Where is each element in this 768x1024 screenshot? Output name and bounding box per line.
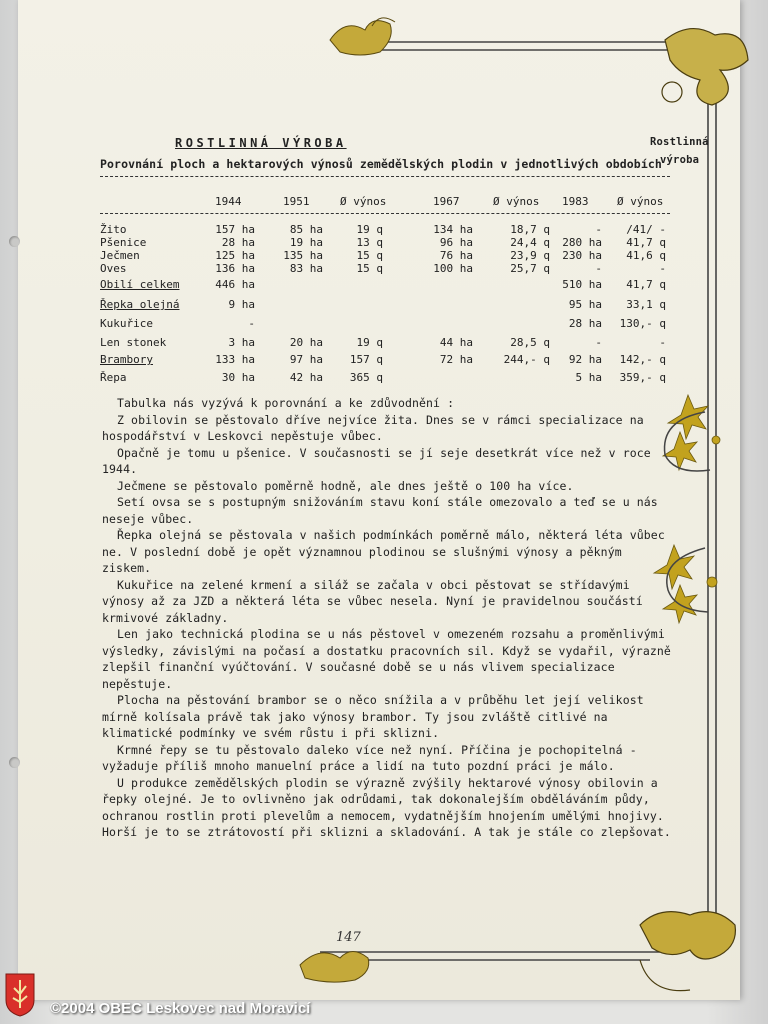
- table-cell: 28,5 q: [510, 336, 550, 349]
- table-cell: 365 q: [349, 371, 383, 384]
- table-cell: -: [659, 336, 666, 349]
- paragraph: Opačně je tomu u pšenice. V současnosti se jí seje desetkrát více než v roce 1944.: [102, 445, 651, 476]
- table-cell: 142,- q: [619, 353, 666, 366]
- paragraph: Krmné řepy se tu pěstovalo daleko více než nyní. Příčina je pochopitelná - vyžaduje příliš mnoho manuelní práce a lidí na tuto pozdní práci je málo.: [102, 742, 637, 773]
- crop-name: Pšenice: [100, 236, 147, 249]
- table-cell: -: [595, 223, 602, 236]
- table-cell: 20 ha: [289, 336, 323, 349]
- table-cell: 24,4 q: [510, 236, 550, 249]
- table-cell: 15 q: [356, 249, 383, 262]
- table-cell: 28 ha: [568, 317, 602, 330]
- table-header: 1951: [283, 195, 310, 208]
- dashed-rule: [100, 213, 670, 214]
- table-cell: 41,7 q: [626, 236, 666, 249]
- table-cell: 15 q: [356, 262, 383, 275]
- table-cell: 133 ha: [215, 353, 255, 366]
- crop-name: Žito: [100, 223, 127, 236]
- paragraph: U produkce zemědělských plodin se výrazně zvýšily hektarové výnosy obilovin a řepky olejné. Je to ovlivněno jak odrůdami, tak dokonalejším obděláváním půdy, ochranou rostlin proti plevelům a nemocem, vydatnějším hnojením umělými hnojivy. Horší je to se ztrátovostí při sklizni a skladování. A tak je stále co zlepšovat.: [102, 775, 671, 839]
- table-cell: 83 ha: [289, 262, 323, 275]
- table-cell: 19 q: [356, 223, 383, 236]
- table-row: [100, 249, 670, 263]
- paragraph: Řepka olejná se pěstovala v našich podmínkách poměrně málo, některá léta vůbec ne. V poslední době je opět významnou plodinou se slušnými výnosy a pěkným ziskem.: [102, 528, 665, 575]
- table-row: [100, 262, 670, 276]
- table-cell: 510 ha: [562, 278, 602, 291]
- table-cell: 44 ha: [439, 336, 473, 349]
- table-row: [100, 223, 670, 237]
- table-cell: 25,7 q: [510, 262, 550, 275]
- punch-hole: [9, 236, 20, 247]
- crop-name: Kukuřice: [100, 317, 153, 330]
- paragraph: Z obilovin se pěstovalo dříve nejvíce žita. Dnes se v rámci specializace na hospodářství v Leskovci nepěstuje vůbec.: [102, 412, 644, 443]
- paragraph: Setí ovsa se s postupným snižováním stavu koní stále omezovalo a teď se u nás neseje vůbec.: [102, 495, 658, 526]
- side-label: výroba: [660, 154, 700, 166]
- copyright-footer: ©2004 OBEC Leskovec nad Moravicí: [50, 1000, 311, 1017]
- table-cell: 244,- q: [503, 353, 550, 366]
- table-cell: 30 ha: [221, 371, 255, 384]
- table-cell: 42 ha: [289, 371, 323, 384]
- paragraph: Tabulka nás vyzývá k porovnání a ke zdůvodnění :: [117, 396, 455, 410]
- table-cell: 72 ha: [439, 353, 473, 366]
- table-cell: 28 ha: [221, 236, 255, 249]
- paragraph: Len jako technická plodina se u nás pěstovel v omezeném rozsahu a proměnlivými výsledky, závislými na počasí a dostatku pracovních sil. Když se vydařil, výrazně zlepšil finanční vyúčtování. V současné době se u nás vlivem specializace nepěstuje.: [102, 627, 671, 691]
- table-cell: 18,7 q: [510, 223, 550, 236]
- table-cell: 19 q: [356, 336, 383, 349]
- document-subtitle: Porovnání ploch a hektarových výnosů zemědělských plodin v jednotlivých obdobích: [100, 157, 662, 171]
- table-cell: /41/ -: [626, 223, 666, 236]
- table-cell: 230 ha: [562, 249, 602, 262]
- crop-name: Obilí celkem: [100, 278, 180, 291]
- table-cell: 92 ha: [568, 353, 602, 366]
- side-label: Rostlinná: [650, 136, 709, 148]
- table-cell: 96 ha: [439, 236, 473, 249]
- table-cell: 5 ha: [575, 371, 602, 384]
- table-cell: 76 ha: [439, 249, 473, 262]
- table-cell: 100 ha: [433, 262, 473, 275]
- table-header: 1983: [562, 195, 589, 208]
- table-cell: 9 ha: [228, 298, 255, 311]
- table-cell: 359,- q: [619, 371, 666, 384]
- table-cell: -: [659, 262, 666, 275]
- table-row: [100, 278, 670, 292]
- table-cell: 33,1 q: [626, 298, 666, 311]
- table-row: [100, 353, 670, 367]
- crop-name: Ječmen: [100, 249, 140, 262]
- table-cell: 136 ha: [215, 262, 255, 275]
- crop-name: Brambory: [100, 353, 153, 366]
- table-header: 1944: [215, 195, 242, 208]
- table-cell: 157 ha: [215, 223, 255, 236]
- table-cell: 97 ha: [289, 353, 323, 366]
- paragraph: Plocha na pěstování brambor se o něco snížila a v průběhu let její velikost mírně kolísala právě tak jako výnosy brambor. Ty jsou zvláště citlivé na klimatické podmínky ve svém růstu i při sklizni.: [102, 693, 644, 740]
- table-cell: 125 ha: [215, 249, 255, 262]
- table-header: Ø výnos: [340, 195, 387, 208]
- table-cell: 23,9 q: [510, 249, 550, 262]
- paragraph: Ječmene se pěstovalo poměrně hodně, ale dnes ještě o 100 ha více.: [117, 478, 574, 493]
- table-cell: 95 ha: [568, 298, 602, 311]
- coat-of-arms-icon: [4, 972, 36, 1018]
- paragraph: Kukuřice na zelené krmení a siláž se začala v obci pěstovat se střídavými výnosy až za JZD a některá léta se vůbec nesela. Nyní je pravidelnou součástí krmivové základny.: [102, 577, 643, 625]
- table-cell: 41,6 q: [626, 249, 666, 262]
- table-cell: 280 ha: [562, 236, 602, 249]
- dashed-rule: [100, 176, 670, 177]
- yield-table: [100, 195, 670, 395]
- table-cell: 134 ha: [433, 223, 473, 236]
- table-row: [100, 236, 670, 250]
- table-cell: 13 q: [356, 236, 383, 249]
- table-cell: 3 ha: [228, 336, 255, 349]
- crop-name: Řepa: [100, 371, 127, 384]
- table-header: 1967: [433, 195, 460, 208]
- table-header-row: [100, 195, 670, 213]
- table-cell: -: [595, 262, 602, 275]
- table-row: [100, 371, 670, 385]
- crop-name: Řepka olejná: [100, 298, 180, 311]
- crop-name: Len stonek: [100, 336, 167, 349]
- table-cell: 41,7 q: [626, 278, 666, 291]
- table-row: [100, 317, 670, 331]
- table-cell: 446 ha: [215, 278, 255, 291]
- punch-hole: [9, 757, 20, 768]
- table-cell: 135 ha: [283, 249, 323, 262]
- table-cell: 19 ha: [289, 236, 323, 249]
- body-text: [102, 395, 672, 841]
- table-cell: 130,- q: [619, 317, 666, 330]
- document-title: ROSTLINNÁ VÝROBA: [175, 136, 347, 150]
- table-cell: -: [595, 336, 602, 349]
- table-header: Ø výnos: [493, 195, 540, 208]
- page-number: 147: [336, 930, 361, 945]
- table-cell: 157 q: [349, 353, 383, 366]
- table-cell: 85 ha: [289, 223, 323, 236]
- table-row: [100, 336, 670, 350]
- table-header: Ø výnos: [617, 195, 664, 208]
- table-row: [100, 298, 670, 312]
- crop-name: Oves: [100, 262, 127, 275]
- table-cell: -: [248, 317, 255, 330]
